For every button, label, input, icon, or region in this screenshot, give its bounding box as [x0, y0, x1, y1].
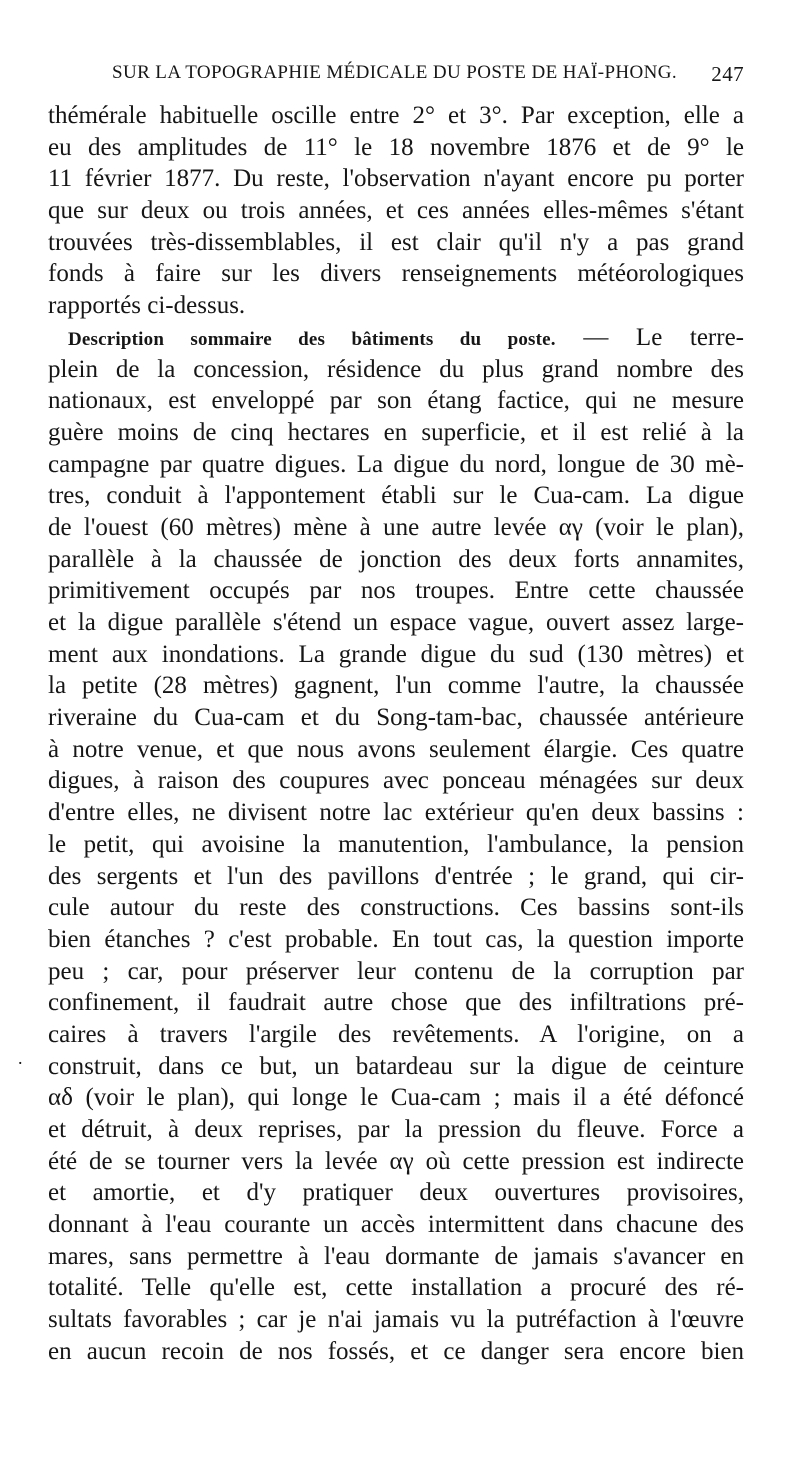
- text-line: confinement, il faudrait autre chose que des infiltrations pré-: [48, 989, 744, 1017]
- body-text: [48, 100, 744, 1368]
- text-line: donnant à l'eau courante un accès intermittent dans chacune des: [48, 1211, 744, 1239]
- section-heading-tail: — Le terre-: [555, 323, 744, 351]
- text-line: le petit, qui avoisine la manutention, l'ambulance, la pension: [48, 830, 744, 858]
- text-line: thémérale habituelle oscille entre 2° et 3°. Par exception, elle a: [48, 102, 744, 129]
- text-line: cule autour du reste des constructions. Ces bassins sont-ils: [48, 894, 744, 922]
- text-line: nationaux, est enveloppé par son étang factice, qui ne mesure: [48, 387, 744, 415]
- text-line: et détruit, à deux reprises, par la pression du fleuve. Force a: [48, 1116, 744, 1143]
- text-line: parallèle à la chaussée de jonction des deux forts annamites,: [48, 545, 744, 573]
- text-line: fonds à faire sur les divers renseignements météorologiques: [48, 260, 744, 288]
- section-heading: Description sommaire des bâtiments du poste.: [68, 328, 556, 350]
- text-line: digues, à raison des coupures avec ponceau ménagées sur deux: [48, 767, 744, 795]
- text-line: riveraine du Cua-cam et du Song-tam-bac, chaussée antérieure: [48, 704, 744, 732]
- text-line: construit, dans ce but, un batardeau sur la digue de ceinture: [48, 1052, 744, 1080]
- text-line: ment aux inondations. La grande digue du sud (130 mètres) et: [48, 640, 744, 668]
- text-line: bien étanches ? c'est probable. En tout cas, la question importe: [48, 925, 744, 953]
- text-line: rapportés ci-dessus.: [48, 292, 246, 320]
- text-line: été de se tourner vers la levée αγ où cette pression est indirecte: [48, 1147, 744, 1175]
- text-line: αδ (voir le plan), qui longe le Cua-cam ; mais il a été défoncé: [48, 1084, 744, 1112]
- text-line: la petite (28 mètres) gagnent, l'un comme l'autre, la chaussée: [48, 672, 744, 700]
- running-header: [112, 62, 744, 90]
- text-line: totalité. Telle qu'elle est, cette installation a procuré des ré-: [48, 1274, 744, 1302]
- text-line: primitivement occupés par nos troupes. Entre cette chaussée: [48, 577, 744, 605]
- page-number: 247: [711, 62, 744, 86]
- text-line: 11 février 1877. Du reste, l'observation n'ayant encore pu porter: [48, 165, 744, 193]
- text-line: mares, sans permettre à l'eau dormante de jamais s'avancer en: [48, 1242, 744, 1270]
- running-title: SUR LA TOPOGRAPHIE MÉDICALE DU POSTE DE HAÏ-PHONG.: [112, 62, 678, 83]
- text-line: plein de la concession, résidence du plus grand nombre des: [48, 355, 744, 383]
- text-line: des sergents et l'un des pavillons d'entrée ; le grand, qui cir-: [48, 862, 744, 890]
- margin-mark: .: [18, 1048, 23, 1068]
- text-line: sultats favorables ; car je n'ai jamais vu la putréfaction à l'œuvre: [48, 1306, 744, 1334]
- text-line: campagne par quatre digues. La digue du nord, longue de 30 mè-: [48, 450, 744, 478]
- text-line: à notre venue, et que nous avons seulement élargie. Ces quatre: [48, 735, 744, 763]
- text-line: et la digue parallèle s'étend un espace vague, ouvert assez large-: [48, 609, 744, 636]
- text-line: peu ; car, pour préserver leur contenu de la corruption par: [48, 957, 744, 985]
- text-line: trouvées très-dissemblables, il est clair qu'il n'y a pas grand: [48, 228, 744, 256]
- text-line: tres, conduit à l'appontement établi sur le Cua-cam. La digue: [48, 482, 744, 510]
- text-line: eu des amplitudes de 11° le 18 novembre 1876 et de 9° le: [48, 133, 744, 161]
- text-line: caires à travers l'argile des revêtements. A l'origine, on a: [48, 1020, 744, 1048]
- section-heading-line: [48, 322, 744, 354]
- text-line: que sur deux ou trois années, et ces années elles-mêmes s'étant: [48, 197, 744, 225]
- text-line: d'entre elles, ne divisent notre lac extérieur qu'en deux bassins :: [48, 799, 744, 827]
- text-line: guère moins de cinq hectares en superficie, et il est relié à la: [48, 418, 744, 446]
- text-line: en aucun recoin de nos fossés, et ce danger sera encore bien: [48, 1337, 744, 1365]
- text-line: et amortie, et d'y pratiquer deux ouvertures provisoires,: [48, 1179, 744, 1207]
- text-line: de l'ouest (60 mètres) mène à une autre levée αγ (voir le plan),: [48, 513, 744, 541]
